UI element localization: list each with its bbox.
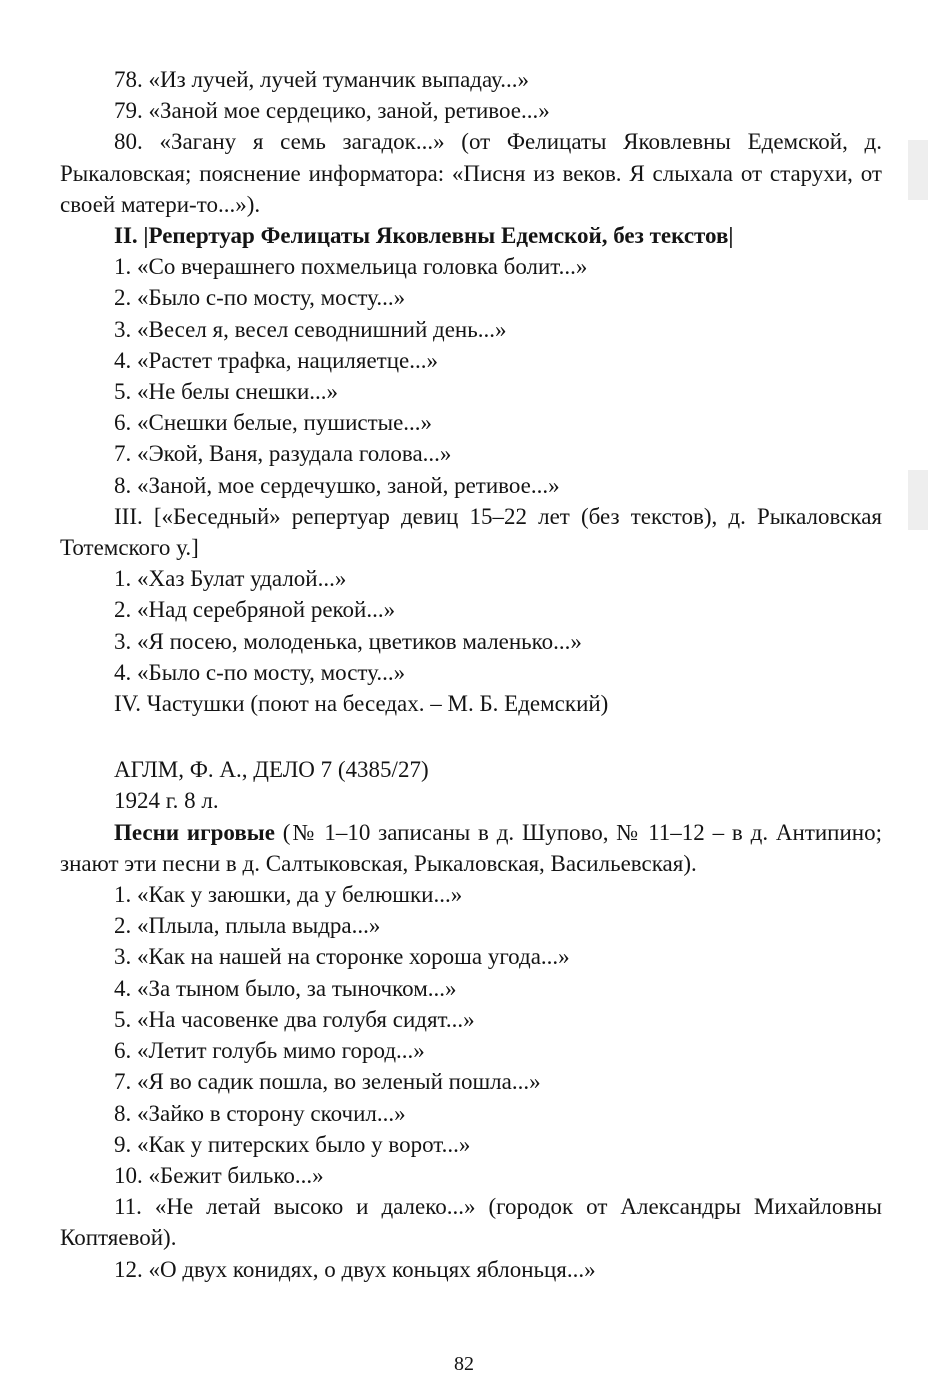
list-item: 1. «Со вчерашнего похмельица головка болит...» (114, 254, 588, 280)
list-item: 6. «Летит голубь мимо город...» (114, 1038, 425, 1064)
list-item: 1. «Хаз Булат удалой...» (114, 566, 347, 592)
archive-title: Песни игровые (114, 819, 275, 845)
archive-date: 1924 г. 8 л. (114, 788, 219, 814)
list-item: 5. «На часовенке два голубя сидят...» (114, 1006, 475, 1032)
list-item: 8. «Зайко в сторону скочил...» (114, 1100, 406, 1126)
list-item: 9. «Как у питерских было у ворот...» (114, 1131, 471, 1157)
list-item: 79. «Заной мое сердецико, заной, ретивое...» (114, 98, 550, 124)
list-item: 80. «Загану я семь загадок...» (от Фелицаты Яковлевны Едемской, д. Рыкаловская; пояснение информатора: «Писня из веков. Я слыхала от старухи, от своей матери-то...»). (60, 129, 882, 217)
list-item: 1. «Как у заюшки, да у белюшки...» (114, 882, 463, 908)
list-item: 12. «О двух конидях, о двух коньцях яблоньця...» (114, 1256, 596, 1282)
spacer (60, 719, 882, 754)
section-heading: IV. Частушки (поют на беседах. – М. Б. Едемский) (114, 691, 609, 717)
archive-note: (№ 1–10 записаны в д. Шупово, № 11–12 – в д. Антипино; знают эти песни в д. Салтыковская, Рыкаловская, Васильевская). (60, 819, 882, 876)
list-item: 3. «Как на нашей на сторонке хороша угода...» (114, 944, 570, 970)
list-item: 4. «Растет трафка, нациляетце...» (114, 347, 438, 373)
section-heading: III. [«Беседный» репертуар девиц 15–22 лет (без текстов), д. Рыкаловская Тотемского у.] (60, 503, 882, 561)
list-item: 2. «Плыла, плыла выдра...» (114, 913, 381, 939)
list-item: 7. «Экой, Ваня, разудала голова...» (114, 441, 452, 467)
page-number: 82 (454, 1353, 474, 1375)
list-item: 8. «Заной, мое сердечушко, заной, ретивое...» (114, 472, 560, 498)
list-item: 10. «Бежит билько...» (114, 1162, 324, 1188)
list-item: 5. «Не белы снешки...» (114, 379, 339, 405)
list-item: 4. «Было с-по мосту, мосту...» (114, 659, 406, 685)
page-text (60, 64, 882, 1285)
section-heading: II. |Репертуар Фелицаты Яковлевны Едемской, без текстов| (114, 223, 734, 249)
list-item: 2. «Было с-по мосту, мосту...» (114, 285, 406, 311)
scan-edge-shadow (908, 470, 928, 530)
list-item: 78. «Из лучей, лучей туманчик выпадау...» (114, 67, 529, 92)
list-item: 3. «Я посею, молоденька, цветиков маленько...» (114, 628, 582, 654)
list-item: 2. «Над серебряной рекой...» (114, 597, 396, 623)
list-item: 7. «Я во садик пошла, во зеленый пошла...» (114, 1069, 541, 1095)
list-item: 6. «Снешки белые, пушистые...» (114, 410, 433, 436)
archive-reference: АГЛМ, Ф. А., ДЕЛО 7 (4385/27) (114, 757, 429, 783)
list-item: 3. «Весел я, весел севоднишний день...» (114, 316, 507, 342)
list-item: 4. «За тыном было, за тыночком...» (114, 975, 457, 1001)
archive-title-paragraph (60, 817, 882, 879)
list-item: 11. «Не летай высоко и далеко...» (городок от Александры Михайловны Коптяевой). (60, 1194, 882, 1251)
scan-edge-shadow (908, 140, 928, 200)
